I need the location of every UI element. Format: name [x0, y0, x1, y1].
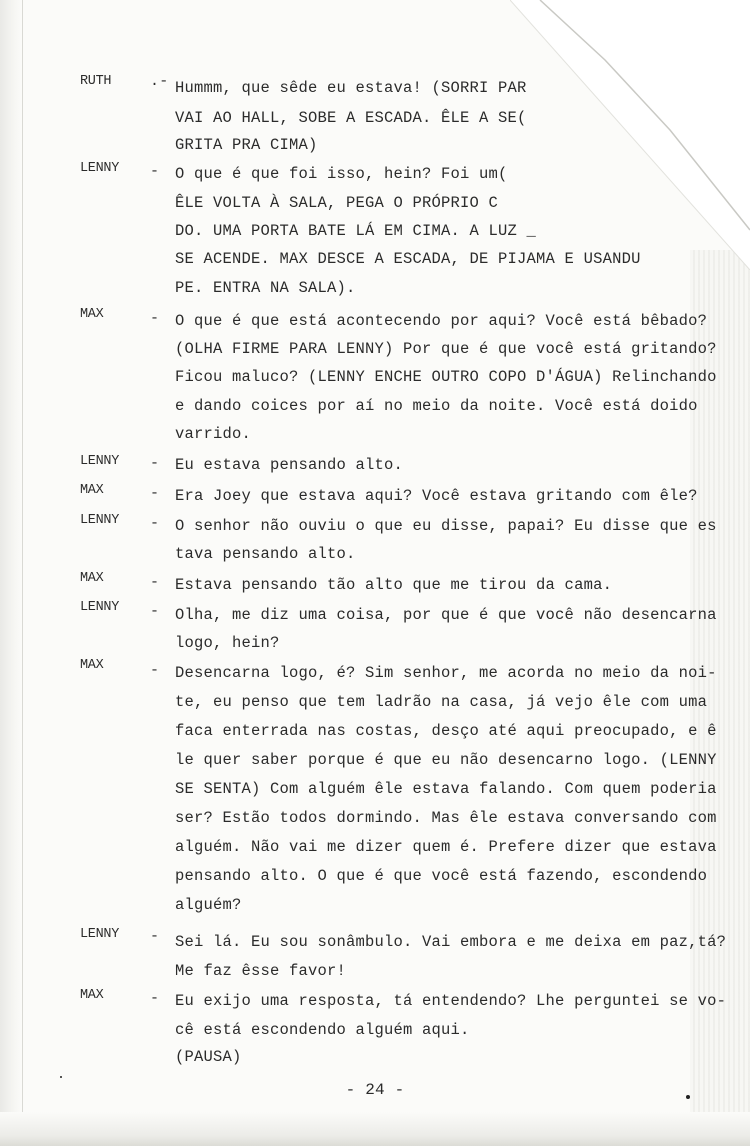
speaker-dash: -: [150, 455, 160, 472]
dialogue-line: e dando coices por aí no meio da noite. Você está doido: [175, 397, 698, 415]
dialogue-line: cê está escondendo alguém aqui.: [175, 1021, 470, 1039]
dialogue-line: (OLHA FIRME PARA LENNY) Por que é que você está gritando?: [175, 340, 717, 358]
speaker-label: MAX: [80, 483, 104, 498]
dialogue-line: Estava pensando tão alto que me tirou da cama.: [175, 576, 613, 594]
dialogue-line: Sei lá. Eu sou sonâmbulo. Vai embora e me deixa em paz,tá?: [175, 933, 727, 951]
dialogue-line: O senhor não ouviu o que eu disse, papai? Eu disse que es: [175, 517, 717, 535]
speaker-dash: -: [150, 485, 160, 502]
speaker-label: LENNY: [80, 513, 120, 528]
speaker-dash: -: [150, 310, 160, 327]
dialogue-line: Eu estava pensando alto.: [175, 456, 404, 474]
dialogue-line: (PAUSA): [175, 1048, 242, 1066]
dialogue-line: te, eu penso que tem ladrão na casa, já vejo êle com uma: [175, 693, 708, 711]
speaker-label: RUTH: [80, 74, 112, 89]
dialogue-line: O que é que está acontecendo por aqui? Você está bêbado?: [175, 312, 708, 330]
dialogue-line: alguém?: [175, 896, 242, 914]
dialogue-line: logo, hein?: [175, 634, 280, 652]
page-bottom-edge: [0, 1112, 750, 1146]
dialogue-line: Eu exijo uma resposta, tá entendendo? Lhe perguntei se vo-: [175, 992, 727, 1010]
folded-corner: [510, 0, 750, 270]
dialogue-line: SE ACENDE. MAX DESCE A ESCADA, DE PIJAMA E USANDU: [175, 250, 641, 268]
dialogue-line: Era Joey que estava aqui? Você estava gritando com êle?: [175, 487, 698, 505]
speaker-label: MAX: [80, 307, 104, 322]
speaker-label: MAX: [80, 988, 104, 1003]
speaker-label: MAX: [80, 658, 104, 673]
dialogue-line: VAI AO HALL, SOBE A ESCADA. ÊLE A SE(: [175, 109, 527, 127]
ink-speck: [686, 1095, 690, 1099]
dialogue-line: PE. ENTRA NA SALA).: [175, 279, 356, 297]
speaker-dash: -: [150, 990, 160, 1007]
dialogue-line: GRITA PRA CIMA): [175, 136, 318, 154]
dialogue-line: le quer saber porque é que eu não desencarno logo. (LENNY: [175, 751, 717, 769]
speaker-dash: -: [150, 662, 160, 679]
dialogue-line: Me faz êsse favor!: [175, 962, 347, 980]
speaker-label: LENNY: [80, 600, 120, 615]
dialogue-line: ser? Estão todos dormindo. Mas êle estava conversando com: [175, 809, 717, 827]
speaker-label: LENNY: [80, 454, 120, 469]
dialogue-line: pensando alto. O que é que você está fazendo, escondendo: [175, 867, 708, 885]
ink-speck: [60, 1076, 62, 1078]
dialogue-line: Ficou maluco? (LENNY ENCHE OUTRO COPO D'ÁGUA) Relinchando: [175, 368, 717, 386]
dialogue-line: Olha, me diz uma coisa, por que é que você não desencarna: [175, 606, 717, 624]
speaker-label: LENNY: [80, 927, 120, 942]
dialogue-line: Desencarna logo, é? Sim senhor, me acorda no meio da noi-: [175, 664, 717, 682]
speaker-dash: -: [150, 515, 160, 532]
speaker-dash: .-: [150, 73, 169, 90]
dialogue-line: Hummm, que sêde eu estava! (SORRI PAR: [175, 79, 527, 97]
binding-edge: [0, 0, 23, 1146]
speaker-dash: -: [150, 163, 160, 180]
dialogue-line: faca enterrada nas costas, desço até aqui preocupado, e ê: [175, 722, 717, 740]
dialogue-line: varrido.: [175, 425, 252, 443]
dialogue-line: tava pensando alto.: [175, 545, 356, 563]
dialogue-line: SE SENTA) Com alguém êle estava falando. Com quem poderia: [175, 780, 717, 798]
dialogue-line: alguém. Não vai me dizer quem é. Prefere dizer que estava: [175, 838, 717, 856]
speaker-label: LENNY: [80, 161, 120, 176]
dialogue-line: ÊLE VOLTA À SALA, PEGA O PRÓPRIO C: [175, 194, 499, 212]
speaker-dash: -: [150, 603, 160, 620]
dialogue-line: O que é que foi isso, hein? Foi um(: [175, 165, 508, 183]
page-number: - 24 -: [345, 1081, 405, 1099]
speaker-dash: -: [150, 574, 160, 591]
speaker-label: MAX: [80, 571, 104, 586]
speaker-dash: -: [150, 928, 160, 945]
dialogue-line: DO. UMA PORTA BATE LÁ EM CIMA. A LUZ _: [175, 222, 537, 240]
